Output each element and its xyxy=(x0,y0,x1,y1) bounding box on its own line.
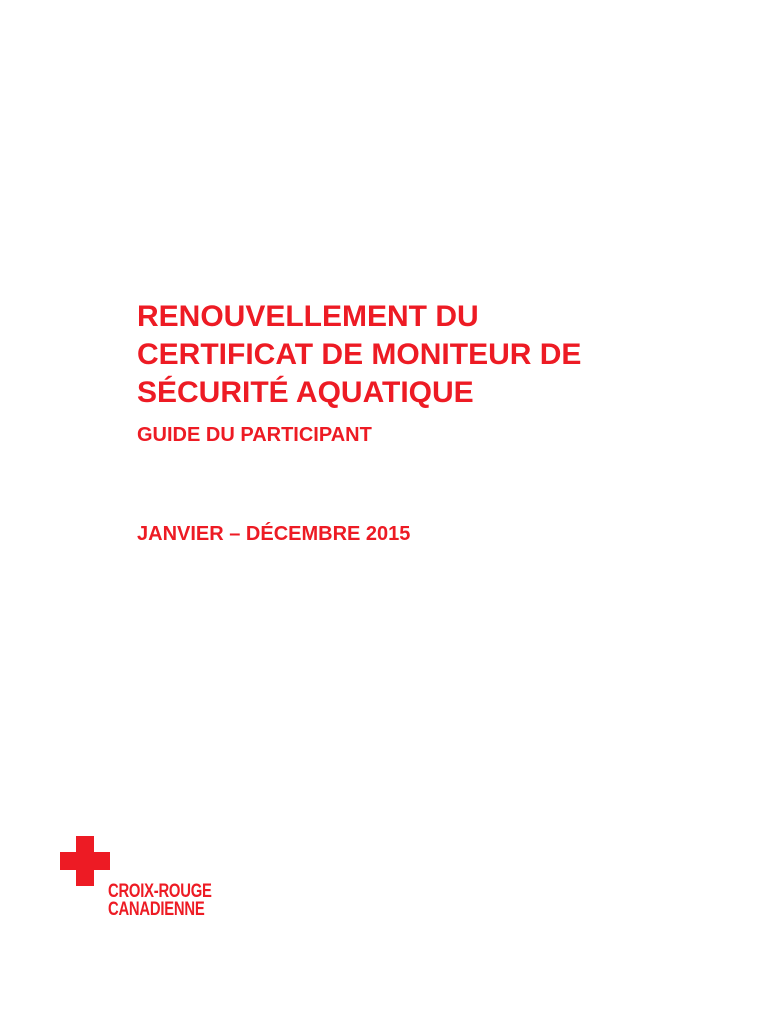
logo-line-2: CANADIENNE xyxy=(108,899,205,920)
title-line-2: CERTIFICAT DE MONITEUR DE xyxy=(137,338,582,371)
document-date: JANVIER – DÉCEMBRE 2015 xyxy=(137,523,411,545)
title-line-1: RENOUVELLEMENT DU xyxy=(137,300,479,333)
logo-line-1: CROIX-ROUGE xyxy=(108,881,212,902)
red-cross-icon xyxy=(60,836,110,886)
logo-wordmark xyxy=(108,883,212,919)
title-line-3: SÉCURITÉ AQUATIQUE xyxy=(137,376,474,409)
document-title xyxy=(137,298,737,412)
red-cross-logo xyxy=(60,836,260,936)
document-subtitle: GUIDE DU PARTICIPANT xyxy=(137,424,372,446)
